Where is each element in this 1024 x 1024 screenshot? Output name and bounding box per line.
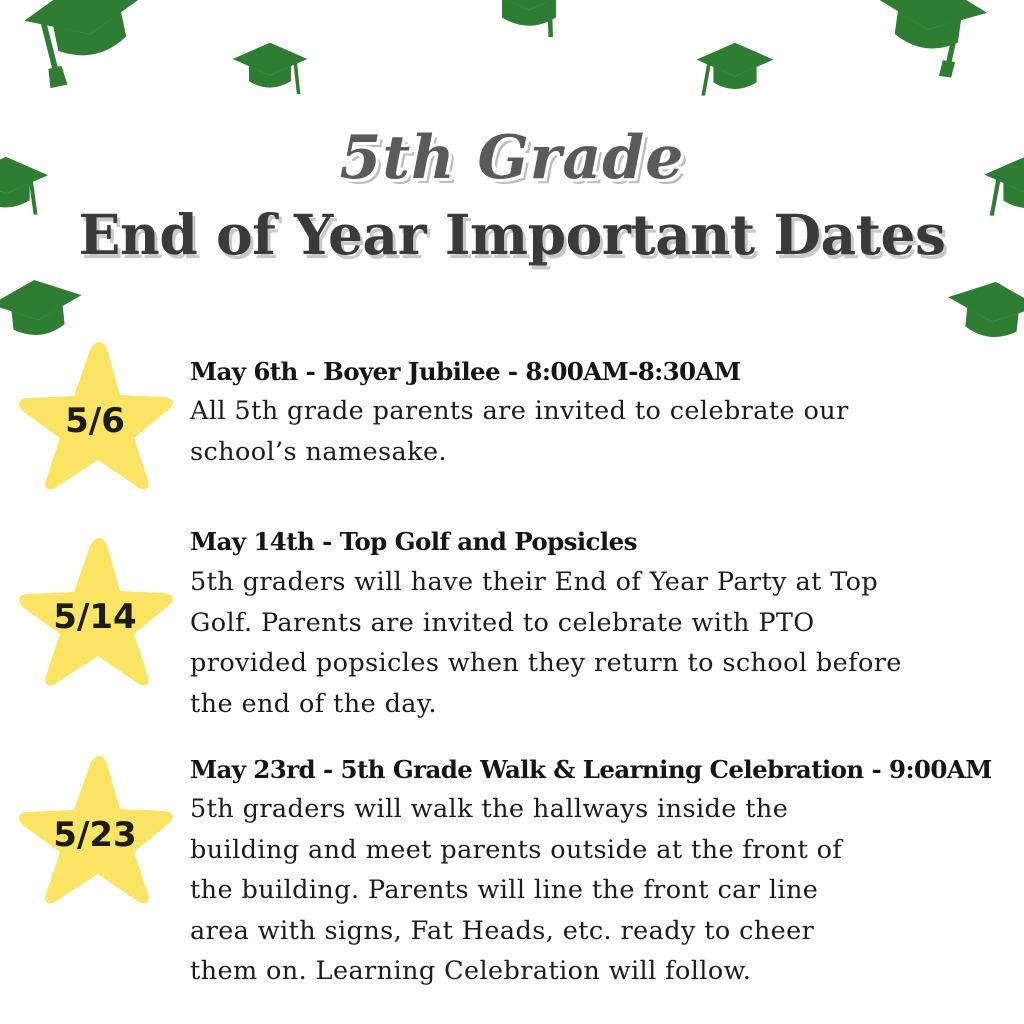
page-title: End of Year Important Dates <box>78 202 946 267</box>
star-date-label: 5/14 <box>53 597 137 637</box>
star-icon <box>14 754 176 906</box>
event-description: 5th graders will walk the hallways inside the building and meet parents outside at the front of the building. Parents will line the front car line area with signs, Fat Heads, etc. ready to cheer them on. Learning Celebration will follow. <box>190 794 843 986</box>
graduation-cap-icon <box>470 0 588 52</box>
star-date-label: 5/23 <box>53 815 137 855</box>
graduation-cap-icon <box>686 38 784 110</box>
event-description: All 5th grade parents are invited to celebrate our school’s namesake. <box>190 396 849 467</box>
graduation-cap-icon <box>10 0 168 106</box>
event-heading: May 14th - Top Golf and Popsicles <box>190 527 637 556</box>
graduation-cap-icon <box>936 271 1024 367</box>
star-icon <box>14 536 176 688</box>
star-date-label: 5/6 <box>65 401 125 441</box>
page-subtitle: 5th Grade <box>339 123 685 193</box>
event-heading: May 6th - Boyer Jubilee - 8:00AM-8:30AM <box>190 357 741 386</box>
event-heading: May 23rd - 5th Grade Walk & Learning Celebration - 9:00AM <box>190 755 992 784</box>
event-description: 5th graders will have their End of Year Party at Top Golf. Parents are invited to celebrate with PTO provided popsicles when they return to school before the end of the day. <box>190 567 902 719</box>
graduation-cap-icon <box>222 38 318 108</box>
graduation-cap-icon <box>858 0 999 98</box>
header <box>0 118 1024 270</box>
star-icon <box>14 340 176 492</box>
